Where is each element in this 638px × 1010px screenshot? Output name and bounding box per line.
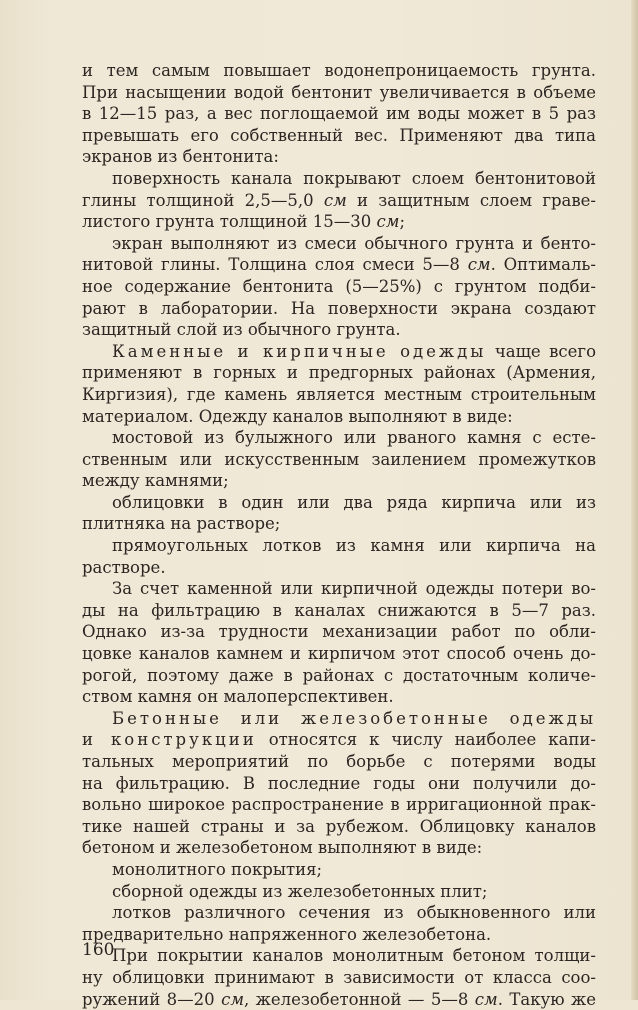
text-line: Бетонные или железобетонные одежды bbox=[112, 708, 596, 728]
text-line: между камнями; bbox=[82, 471, 229, 491]
text-line: и тем самым повышает водонепроницаемость грунта. bbox=[82, 61, 596, 80]
text-line: ственным или искусственным заилением промежутков bbox=[82, 449, 596, 469]
text-line: применяют в горных и предгорных районах (Армения, bbox=[82, 363, 596, 383]
text-line: тике нашей страны и за рубежом. Облицовку каналов bbox=[82, 816, 596, 836]
text-line: глины толщиной 2,5—5,0 см и защитным слоем граве- bbox=[82, 190, 597, 210]
text-line: в 12—15 раз, а вес поглощаемой им воды может в 5 раз bbox=[82, 104, 596, 124]
text-line: материалом. Одежду каналов выполняют в виде: bbox=[82, 406, 513, 426]
text-line: прямоугольных лотков из камня или кирпича на bbox=[112, 536, 596, 556]
text-line: При насыщении водой бентонит увеличивается в объеме bbox=[82, 82, 596, 102]
text-line: Однако из-за трудности механизации работ по обли- bbox=[82, 622, 596, 642]
text-line: монолитного покрытия; bbox=[112, 859, 323, 879]
text-line: бетоном и железобетоном выполняют в виде: bbox=[82, 838, 483, 858]
text-line: превышать его собственный вес. Применяют два типа bbox=[82, 125, 596, 145]
text-line: ством камня он малоперспективен. bbox=[82, 687, 394, 707]
page-edge bbox=[631, 0, 638, 1000]
text-line: ружений 8—20 см, железобетонной — 5—8 см. Такую же bbox=[82, 989, 597, 1009]
text-line: и конструкции относятся к числу наиболее капи- bbox=[82, 730, 596, 750]
text-line: защитный слой из обычного грунта. bbox=[82, 320, 401, 340]
text-line: цовке каналов камнем и кирпичом этот способ очень до- bbox=[82, 644, 596, 664]
text-line: ды на фильтрацию в каналах снижаются в 5—7 раз. bbox=[82, 600, 596, 620]
page-body-text bbox=[82, 60, 596, 1010]
text-line: Киргизия), где камень является местным строительным bbox=[82, 384, 596, 404]
text-line: сборной одежды из железобетонных плит; bbox=[112, 881, 488, 901]
text-line: рогой, поэтому даже в районах с достаточным количе- bbox=[82, 665, 596, 685]
text-line: мостовой из булыжного или рваного камня с есте- bbox=[112, 428, 596, 448]
text-line: плитняка на растворе; bbox=[82, 514, 281, 534]
text-line: тальных мероприятий по борьбе с потерями воды bbox=[82, 752, 596, 771]
text-line: ну облицовки принимают в зависимости от класса соо- bbox=[82, 967, 596, 987]
text-line: лотков различного сечения из обыкновенного или bbox=[112, 903, 596, 923]
text-line: При покрытии каналов монолитным бетоном толщи- bbox=[112, 946, 596, 966]
text-line: облицовки в один или два ряда кирпича или из bbox=[112, 492, 596, 512]
text-line: За счет каменной или кирпичной одежды потери во- bbox=[112, 579, 596, 599]
text-line: рают в лаборатории. На поверхности экрана создают bbox=[82, 298, 596, 318]
page-number: 160 bbox=[82, 940, 115, 960]
text-line: листого грунта толщиной 15—30 см; bbox=[82, 212, 406, 232]
text-line: предварительно напряженного железобетона. bbox=[82, 924, 492, 944]
text-line: Каменные и кирпичные одежды чаще всего bbox=[112, 341, 597, 361]
text-line: вольно широкое распространение в ирригационной прак- bbox=[82, 795, 596, 815]
text-line: ное содержание бентонита (5—25%) с грунтом подби- bbox=[82, 276, 596, 296]
text-line: нитовой глины. Толщина слоя смеси 5—8 см. Оптималь- bbox=[82, 255, 596, 275]
text-line: на фильтрацию. В последние годы они получили до- bbox=[82, 773, 596, 793]
text-line: экран выполняют из смеси обычного грунта и бенто- bbox=[112, 233, 596, 253]
text-line: растворе. bbox=[82, 557, 166, 577]
text-line: экранов из бентонита: bbox=[82, 147, 279, 167]
text-line: поверхность канала покрывают слоем бентонитовой bbox=[112, 168, 596, 188]
